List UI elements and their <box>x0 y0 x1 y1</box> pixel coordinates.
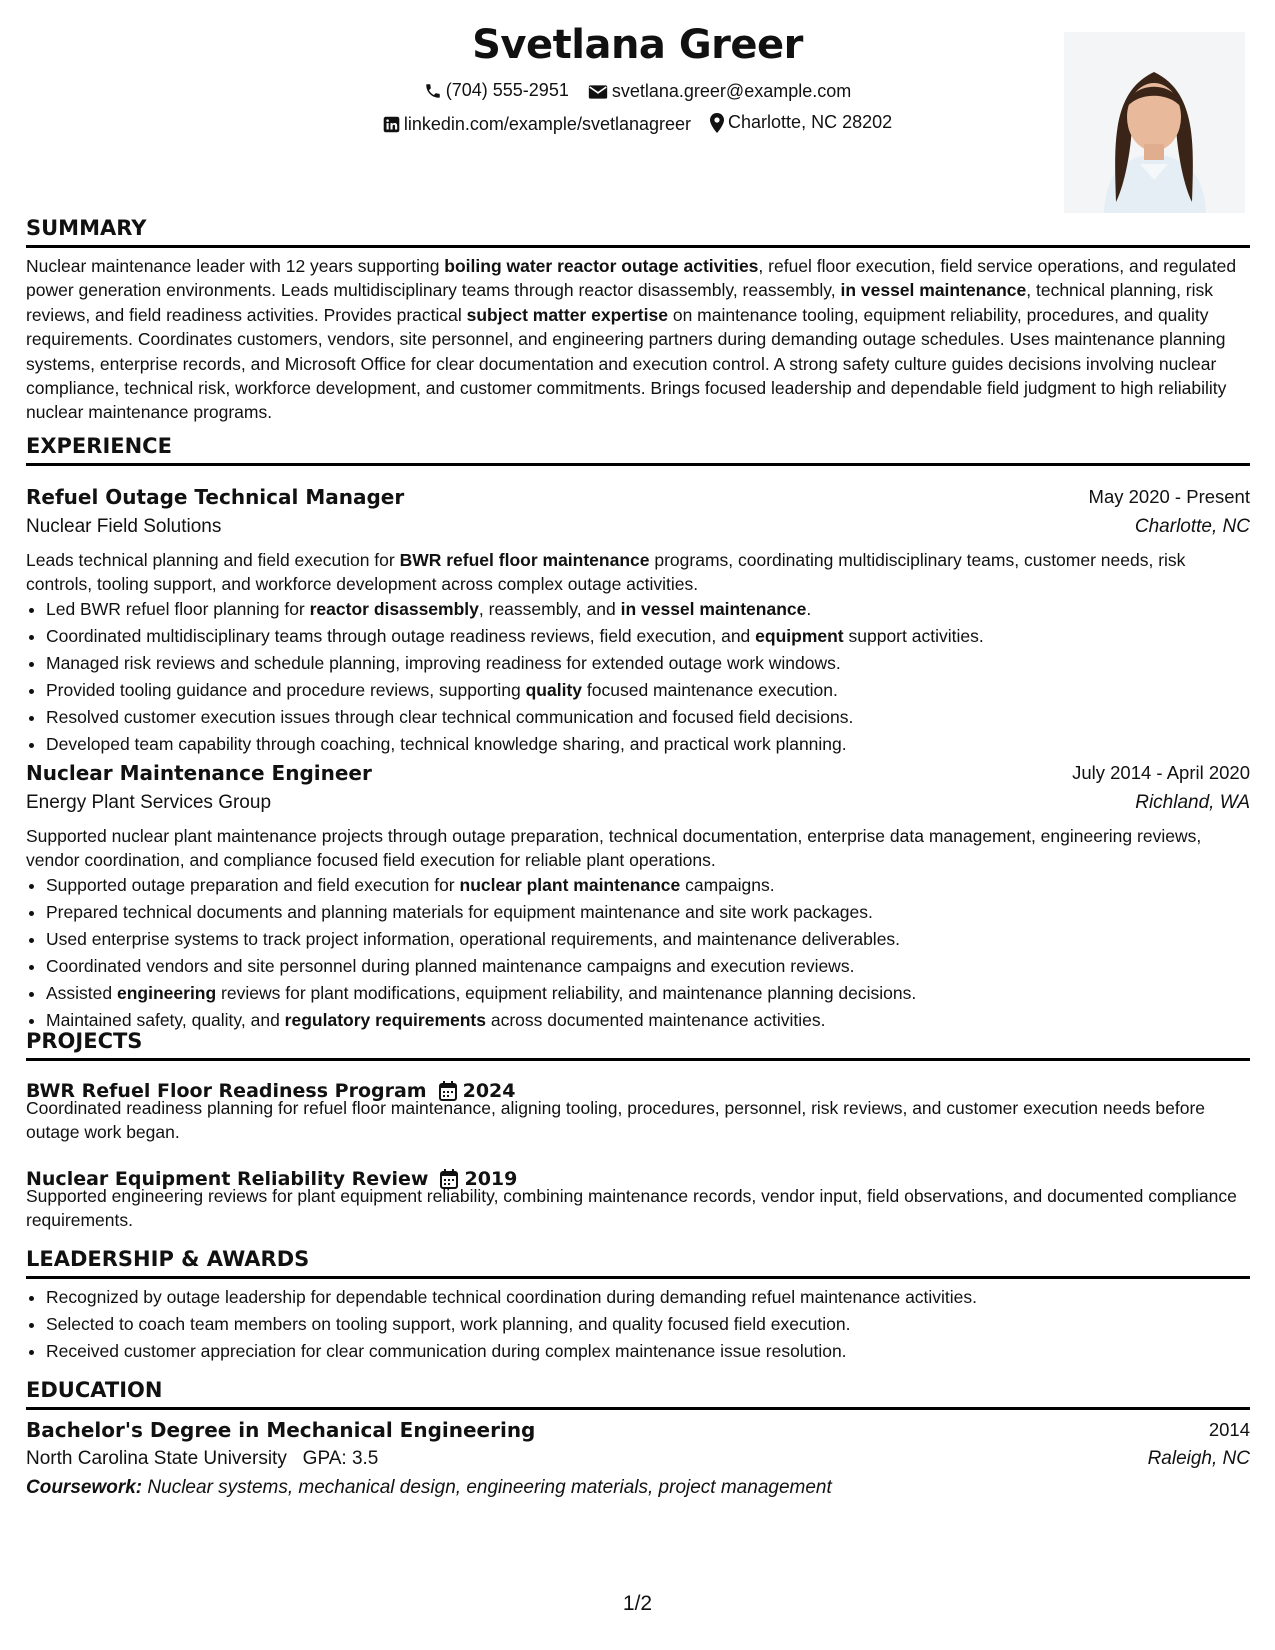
leadership-bullets <box>26 1284 1270 1365</box>
job-bullets <box>26 872 1270 1034</box>
leadership-heading: LEADERSHIP & AWARDS <box>26 1245 1250 1279</box>
bullet-item <box>46 677 1270 704</box>
school-line <box>26 1446 378 1472</box>
bullet-text: Developed team capability through coaching, technical knowledge sharing, and practical work planning. <box>46 734 847 754</box>
bullet-text: . <box>806 599 812 619</box>
project-year: 2019 <box>464 1168 518 1190</box>
job-location: Charlotte, NC <box>1134 516 1250 537</box>
bullet-text: campaigns. <box>680 875 775 895</box>
envelope-icon <box>588 84 608 100</box>
project-year: 2024 <box>462 1080 516 1102</box>
bullet-text: , reassembly, and <box>478 599 621 619</box>
bullet-item <box>46 926 1270 953</box>
bullet-text: support activities. <box>843 626 984 646</box>
projects-heading: PROJECTS <box>26 1027 1250 1061</box>
bullet-text: Provided tooling guidance and procedure reviews, supporting <box>46 680 526 700</box>
phone-icon <box>424 82 442 100</box>
bullet-text: across documented maintenance activities. <box>485 1010 826 1030</box>
project-name: BWR Refuel Floor Readiness Program <box>26 1080 427 1102</box>
job-title: Refuel Outage Technical Manager <box>26 485 405 509</box>
job-dates: May 2020 - Present <box>1088 486 1250 507</box>
bullet-text: Led BWR refuel floor planning for <box>46 599 310 619</box>
page-number: 1/2 <box>622 1592 653 1615</box>
job-description <box>26 548 1250 597</box>
bullet-bold: equipment <box>755 626 844 646</box>
email-contact[interactable] <box>588 81 851 102</box>
summary-text <box>26 254 1250 425</box>
coursework-text: Nuclear systems, mechanical design, engineering materials, project management <box>147 1477 832 1498</box>
bullet-text: Coordinated multidisciplinary teams through outage readiness reviews, field execution, and <box>46 626 756 646</box>
linkedin-icon <box>383 116 400 133</box>
bullet-text: Maintained safety, quality, and <box>46 1010 285 1030</box>
education-heading: EDUCATION <box>26 1376 1250 1410</box>
map-pin-icon <box>710 113 724 133</box>
bullet-item <box>46 731 1270 758</box>
bullet-item: • Recognized by outage leadership for dependable technical coordination during demanding refuel maintenance activities. <box>46 1284 1270 1311</box>
bullet-bold: in vessel maintenance <box>620 599 807 619</box>
candidate-name: Svetlana Greer <box>472 22 803 68</box>
job-desc-bold: BWR refuel floor maintenance <box>399 550 650 570</box>
bullet-bold: quality <box>525 680 583 700</box>
job-company: Nuclear Field Solutions <box>26 516 222 537</box>
bullet-item <box>46 899 1270 926</box>
job-description: Supported nuclear plant maintenance projects through outage preparation, technical documentation, enterprise data management, engineering reviews, vendor coordination, and compliance focused field execution for reliable plant operations. <box>26 826 1202 871</box>
bullet-bold: nuclear plant maintenance <box>459 875 681 895</box>
bullet-text: Assisted <box>46 983 117 1003</box>
bullet-text: Used enterprise systems to track project information, operational requirements, and maintenance deliverables. <box>46 929 901 949</box>
phone-text: (704) 555-2951 <box>445 80 569 100</box>
graduation-year: 2014 <box>1208 1419 1250 1440</box>
bullet-bold: regulatory requirements <box>284 1010 486 1030</box>
location-contact <box>710 112 892 133</box>
bullet-text: Prepared technical documents and planning materials for equipment maintenance and site work packages. <box>46 902 873 922</box>
profile-photo <box>1064 32 1245 213</box>
bullet-item: • Received customer appreciation for clear communication during complex maintenance issue resolution. <box>46 1338 1270 1365</box>
school-name: North Carolina State University <box>26 1448 287 1469</box>
email-text: svetlana.greer@example.com <box>611 81 852 101</box>
experience-heading: EXPERIENCE <box>26 432 1250 466</box>
coursework-label: Coursework: <box>26 1477 143 1498</box>
summary-bold-3: subject matter expertise <box>466 304 668 325</box>
job-location: Richland, WA <box>1135 792 1250 813</box>
job-dates: July 2014 - April 2020 <box>1072 762 1250 783</box>
bullet-text: Coordinated vendors and site personnel during planned maintenance campaigns and execution reviews. <box>46 956 855 976</box>
project-description: Supported engineering reviews for plant equipment reliability, combining maintenance records, vendor input, field observations, and documented compliance requirements. <box>26 1186 1237 1231</box>
location-text: Charlotte, NC 28202 <box>728 112 893 132</box>
bullet-bold: engineering <box>117 983 217 1003</box>
job-desc-part: Leads technical planning and field execution for <box>26 550 400 570</box>
bullet-bold: reactor disassembly <box>309 599 479 619</box>
summary-heading: SUMMARY <box>26 214 1250 248</box>
bullet-item <box>46 872 1270 899</box>
bullet-item <box>46 980 1270 1007</box>
linkedin-contact[interactable] <box>383 114 691 135</box>
bullet-text: Resolved customer execution issues through clear technical communication and focused field decisions. <box>46 707 854 727</box>
bullet-item <box>46 704 1270 731</box>
bullet-text: focused maintenance execution. <box>582 680 838 700</box>
summary-bold-1: boiling water reactor outage activities <box>444 256 759 276</box>
summary-part-3: , technical planning, risk reviews, and field readiness activities. Provides practical <box>26 280 1214 325</box>
bullet-text: Supported outage preparation and field execution for <box>46 875 460 895</box>
bullet-item <box>46 953 1270 980</box>
bullet-item <box>46 650 1270 677</box>
job-company: Energy Plant Services Group <box>26 792 272 813</box>
bullet-item: • Selected to coach team members on tooling support, work planning, and quality focused field execution. <box>46 1311 1270 1338</box>
bullet-text: reviews for plant modifications, equipment reliability, and maintenance planning decisions. <box>216 983 917 1003</box>
summary-bold-2: in vessel maintenance <box>840 280 1027 301</box>
summary-part-2: , refuel floor execution, field service operations, and regulated power generation environments. Leads multidisciplinary teams through reactor disassembly, reassembly, <box>26 256 1237 301</box>
school-location: Raleigh, NC <box>1147 1448 1250 1469</box>
bullet-item <box>46 596 1270 623</box>
job-desc-part: programs, coordinating multidisciplinary teams, customer needs, risk controls, tooling support, and workforce development across complex outage activities. <box>26 550 1186 595</box>
job-title: Nuclear Maintenance Engineer <box>26 761 372 785</box>
gpa: GPA: 3.5 <box>302 1448 379 1469</box>
linkedin-text: linkedin.com/example/svetlanagreer <box>403 113 692 134</box>
coursework-line <box>26 1475 832 1501</box>
bullet-item <box>46 623 1270 650</box>
phone-contact[interactable] <box>424 80 569 101</box>
bullet-text: Managed risk reviews and schedule planning, improving readiness for extended outage work windows. <box>46 653 841 673</box>
degree-title: Bachelor's Degree in Mechanical Engineering <box>26 1418 536 1442</box>
project-description: Coordinated readiness planning for refuel floor maintenance, aligning tooling, procedures, personnel, risk reviews, and customer execution needs before outage work began. <box>26 1098 1206 1143</box>
summary-part-4: on maintenance tooling, equipment reliability, procedures, and quality requirements. Coordinates customers, vendors, site personnel, and engineering partners during demanding outage schedules. Uses maintenance planning systems, enterprise records, and Microsoft Office for clear documentation and execution control. A strong safety culture guides decisions involving nuclear compliance, technical risk, workforce development, and customer commitments. Brings focused leadership and dependable field judgment to high reliability nuclear maintenance programs. <box>26 304 1227 423</box>
summary-part-1: Nuclear maintenance leader with 12 years supporting <box>26 256 445 276</box>
job-bullets <box>26 596 1270 758</box>
project-name: Nuclear Equipment Reliability Review <box>26 1168 429 1190</box>
